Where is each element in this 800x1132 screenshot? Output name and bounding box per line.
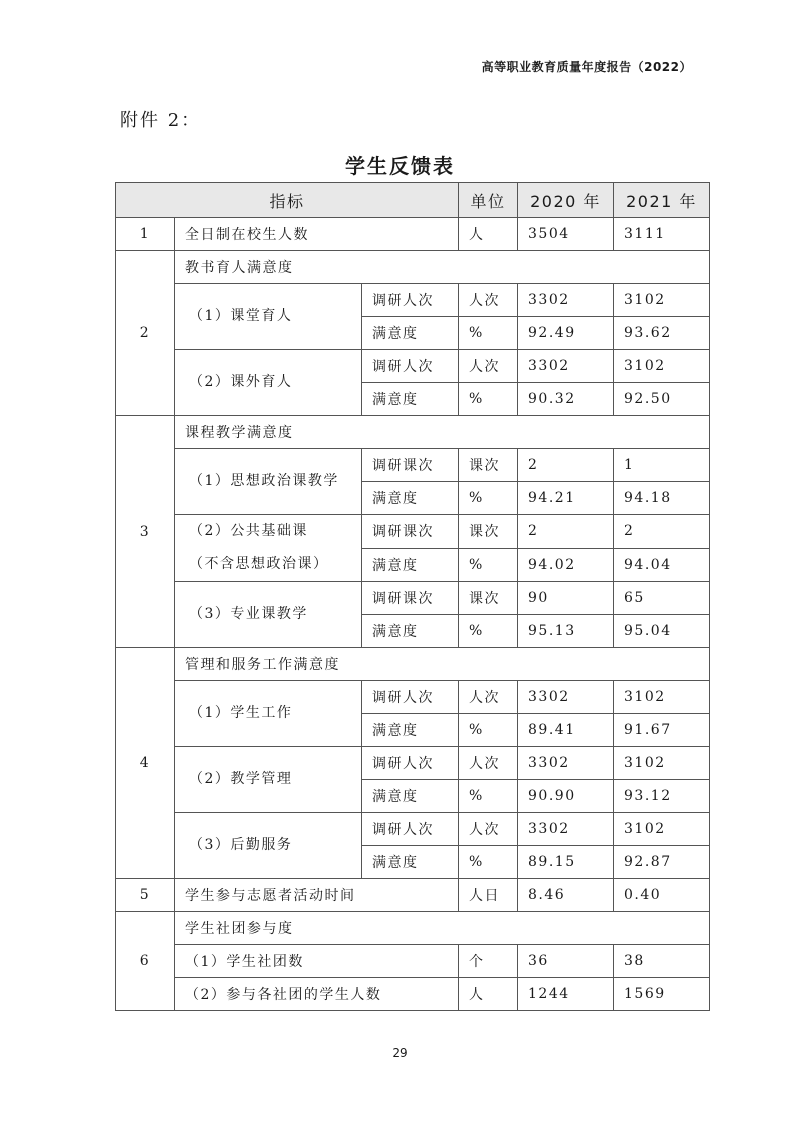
unit-cell: 人次 [459,681,518,714]
row-number: 5 [116,879,175,912]
measure-cell: 满意度 [362,317,459,350]
measure-cell: 满意度 [362,615,459,648]
value-2020: 90 [518,582,614,615]
header-unit: 单位 [459,183,518,218]
value-2021: 3111 [614,218,710,251]
table-row [116,251,710,284]
unit-cell: % [459,548,518,582]
value-2020: 90.90 [518,780,614,813]
table-row [116,218,710,251]
header-indicator: 指标 [116,183,459,218]
table-row [116,350,710,383]
unit-cell: % [459,317,518,350]
unit-cell: 个 [459,945,518,978]
row-number: 3 [116,416,175,648]
table-row [116,879,710,912]
unit-cell: 人次 [459,747,518,780]
unit-cell: % [459,846,518,879]
measure-cell: 调研课次 [362,582,459,615]
value-2021: 2 [614,515,710,549]
value-2020: 8.46 [518,879,614,912]
value-2021: 3102 [614,350,710,383]
value-2021: 0.40 [614,879,710,912]
unit-cell: % [459,383,518,416]
value-2021: 94.04 [614,548,710,582]
value-2021: 1 [614,449,710,482]
value-2020: 36 [518,945,614,978]
sub-indicator: （3）后勤服务 [175,813,362,879]
unit-cell: % [459,780,518,813]
measure-cell: 满意度 [362,383,459,416]
indicator-name: 课程教学满意度 [175,416,710,449]
sub-indicator: （2）课外育人 [175,350,362,416]
value-2021: 3102 [614,284,710,317]
table-row [116,747,710,780]
value-2020: 90.32 [518,383,614,416]
table-row [116,945,710,978]
table-row [116,416,710,449]
measure-cell: 调研课次 [362,449,459,482]
measure-cell: 满意度 [362,780,459,813]
measure-cell: 满意度 [362,548,459,582]
table-row [116,681,710,714]
indicator-name: 教书育人满意度 [175,251,710,284]
unit-cell: 人日 [459,879,518,912]
sub-indicator-line1: （2）公共基础课 [189,523,308,539]
value-2021: 94.18 [614,482,710,515]
value-2021: 93.12 [614,780,710,813]
table-row [116,284,710,317]
measure-cell: 调研人次 [362,350,459,383]
indicator-name: 学生社团参与度 [175,912,710,945]
page-number: 29 [392,1046,408,1060]
table-row [116,978,710,1011]
table-row [116,449,710,482]
value-2021: 92.50 [614,383,710,416]
sub-indicator: （1）思想政治课教学 [175,449,362,515]
running-header: 高等职业教育质量年度报告（2022） [481,60,692,74]
value-2021: 38 [614,945,710,978]
table-header-row [116,183,710,218]
unit-cell: 人 [459,218,518,251]
value-2020: 94.21 [518,482,614,515]
value-2020: 92.49 [518,317,614,350]
measure-cell: 调研课次 [362,515,459,549]
header-2021: 2021 年 [614,183,710,218]
unit-cell: 人次 [459,350,518,383]
row-number: 1 [116,218,175,251]
unit-cell: % [459,482,518,515]
indicator-name: 管理和服务工作满意度 [175,648,710,681]
value-2021: 92.87 [614,846,710,879]
value-2021: 3102 [614,681,710,714]
header-2020: 2020 年 [518,183,614,218]
table-row [116,912,710,945]
sub-indicator: （3）专业课教学 [175,582,362,648]
measure-cell: 调研人次 [362,681,459,714]
table-title: 学生反馈表 [345,154,455,178]
measure-cell: 调研人次 [362,747,459,780]
value-2020: 89.15 [518,846,614,879]
value-2020: 2 [518,515,614,549]
unit-cell: 人次 [459,813,518,846]
indicator-name: 学生参与志愿者活动时间 [175,879,459,912]
value-2020: 94.02 [518,548,614,582]
row-number: 4 [116,648,175,879]
value-2020: 3504 [518,218,614,251]
attachment-label: 附件 2： [120,110,202,131]
value-2021: 91.67 [614,714,710,747]
measure-cell: 满意度 [362,482,459,515]
student-feedback-table [115,182,710,1011]
unit-cell: % [459,615,518,648]
value-2020: 3302 [518,284,614,317]
measure-cell: 调研人次 [362,813,459,846]
value-2021: 65 [614,582,710,615]
value-2020: 3302 [518,681,614,714]
row-number: 2 [116,251,175,416]
value-2021: 95.04 [614,615,710,648]
unit-cell: 课次 [459,515,518,549]
value-2020: 3302 [518,813,614,846]
value-2021: 1569 [614,978,710,1011]
unit-cell: % [459,714,518,747]
sub-indicator-line2: （不含思想政治课） [189,556,329,572]
value-2020: 3302 [518,747,614,780]
unit-cell: 课次 [459,582,518,615]
table-row [116,648,710,681]
value-2021: 3102 [614,747,710,780]
value-2020: 89.41 [518,714,614,747]
value-2020: 95.13 [518,615,614,648]
sub-indicator: （1）学生工作 [175,681,362,747]
unit-cell: 人 [459,978,518,1011]
row-number: 6 [116,912,175,1011]
sub-indicator: （1）课堂育人 [175,284,362,350]
sub-indicator: （2）教学管理 [175,747,362,813]
unit-cell: 课次 [459,449,518,482]
sub-indicator: （1）学生社团数 [175,945,459,978]
measure-cell: 满意度 [362,714,459,747]
indicator-name: 全日制在校生人数 [175,218,459,251]
sub-indicator [175,515,362,582]
sub-indicator: （2）参与各社团的学生人数 [175,978,459,1011]
measure-cell: 满意度 [362,846,459,879]
value-2020: 1244 [518,978,614,1011]
measure-cell: 调研人次 [362,284,459,317]
table-row [116,813,710,846]
table-row [116,515,710,549]
value-2020: 2 [518,449,614,482]
value-2021: 93.62 [614,317,710,350]
value-2021: 3102 [614,813,710,846]
table-row [116,582,710,615]
unit-cell: 人次 [459,284,518,317]
value-2020: 3302 [518,350,614,383]
